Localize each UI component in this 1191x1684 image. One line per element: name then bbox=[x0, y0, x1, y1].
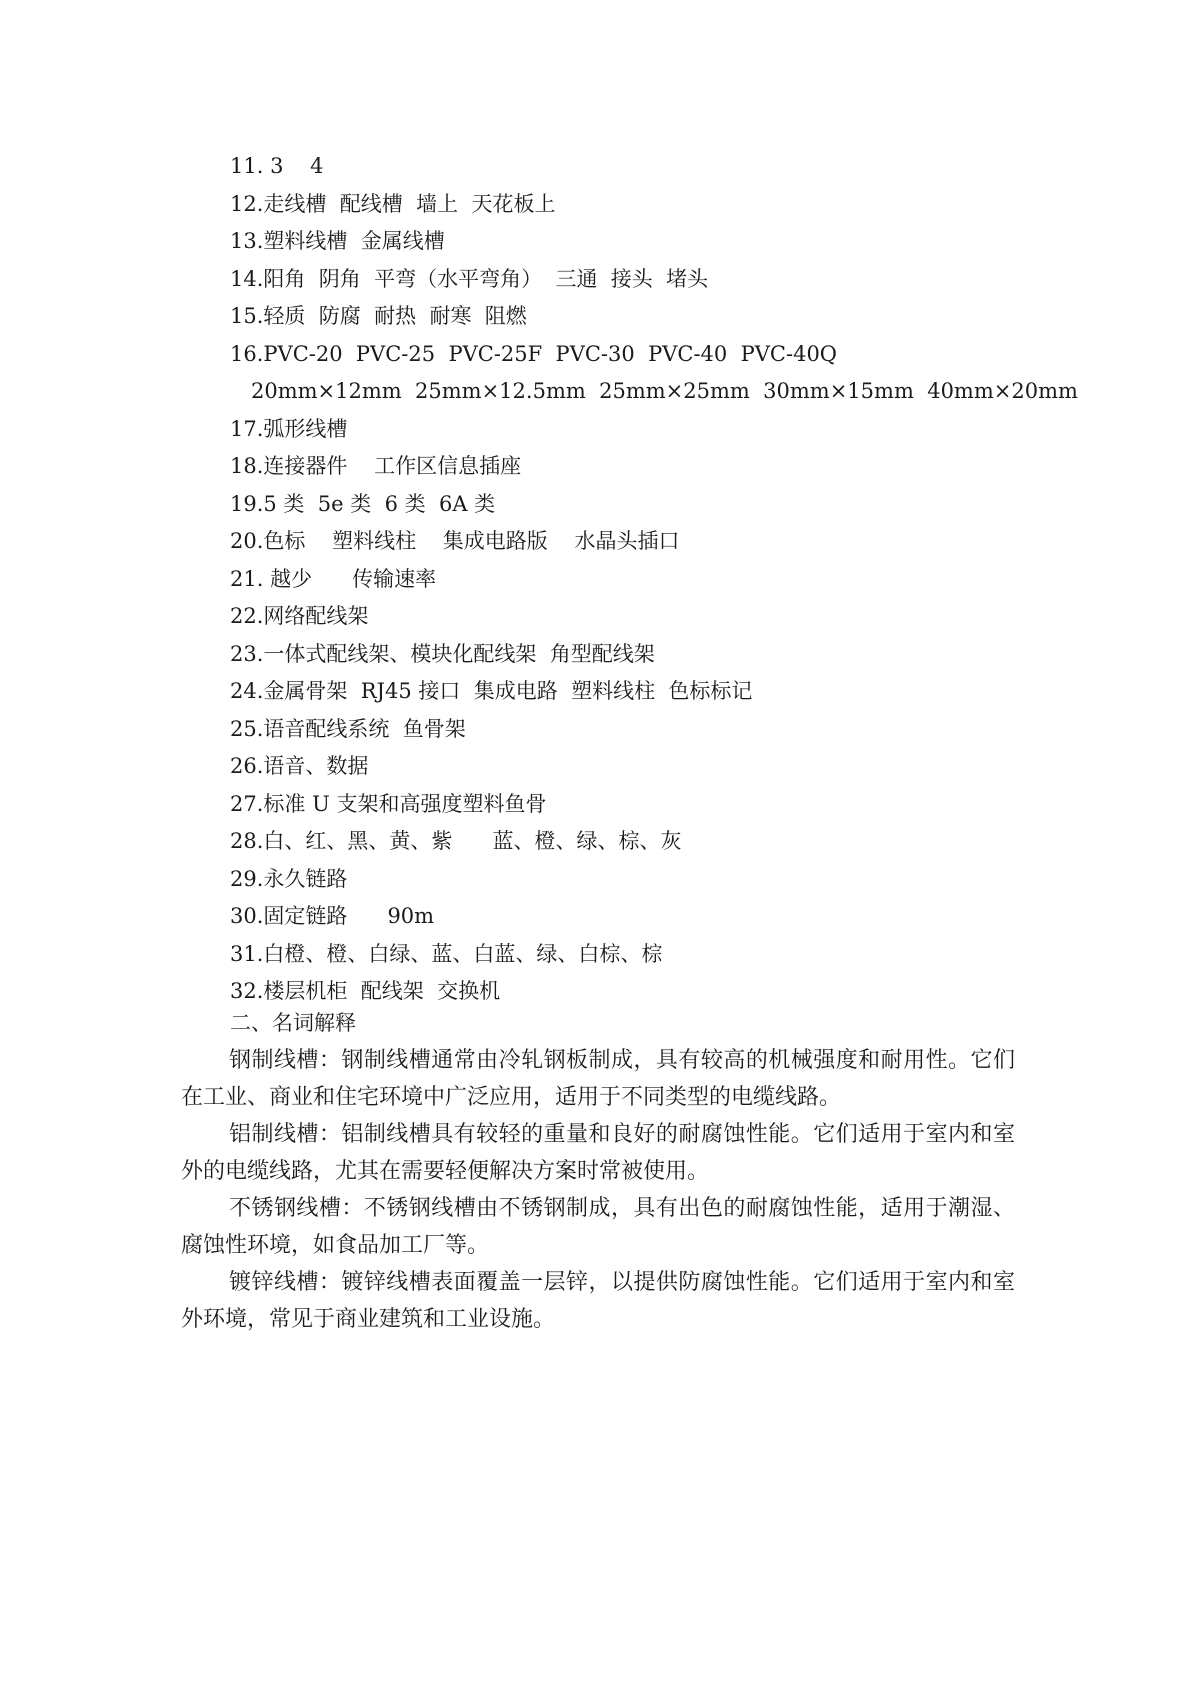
answer-item-25: 25.语音配线系统 鱼骨架 bbox=[230, 716, 466, 741]
answer-item-16: 16.PVC-20 PVC-25 PVC-25F PVC-30 PVC-40 PVC-40Q bbox=[230, 341, 838, 366]
answer-item-29: 29.永久链路 bbox=[230, 866, 348, 891]
term-definitions bbox=[181, 1042, 1015, 1338]
answer-item-13: 13.塑料线槽 金属线槽 bbox=[230, 229, 445, 253]
term-paragraph: 铝制线槽：铝制线槽具有较轻的重量和良好的耐腐蚀性能。它们适用于室内和室外的电缆线路，尤其在需要轻便解决方案时常被使用。 bbox=[181, 1122, 1015, 1184]
answer-item-22: 22.网络配线架 bbox=[230, 604, 369, 628]
answer-list bbox=[230, 148, 1078, 1011]
term-paragraph: 钢制线槽：钢制线槽通常由冷轧钢板制成，具有较高的机械强度和耐用性。它们在工业、商业和住宅环境中广泛应用，适用于不同类型的电缆线路。 bbox=[181, 1048, 1015, 1110]
answer-item-21: 21. 越少 传输速率 bbox=[230, 566, 437, 591]
answer-item-14: 14.阳角 阴角 平弯（水平弯角） 三通 接头 堵头 bbox=[230, 266, 709, 291]
term-paragraph: 不锈钢线槽：不锈钢线槽由不锈钢制成，具有出色的耐腐蚀性能，适用于潮湿、腐蚀性环境，如食品加工厂等。 bbox=[181, 1196, 1015, 1258]
answer-item-31: 31.白橙、橙、白绿、蓝、白蓝、绿、白棕、棕 bbox=[230, 941, 663, 966]
answer-item-12: 12.走线槽 配线槽 墙上 天花板上 bbox=[230, 191, 556, 216]
answer-item-23: 23.一体式配线架、模块化配线架 角型配线架 bbox=[230, 641, 655, 666]
answer-item-27: 27.标准 U 支架和高强度塑料鱼骨 bbox=[230, 791, 547, 816]
answer-item-32: 32.楼层机柜 配线架 交换机 bbox=[230, 979, 501, 1003]
answer-item-24: 24.金属骨架 RJ45 接口 集成电路 塑料线柱 色标标记 bbox=[230, 679, 753, 703]
answer-item-28: 28.白、红、黑、黄、紫 蓝、橙、绿、棕、灰 bbox=[230, 829, 682, 853]
answer-item-26: 26.语音、数据 bbox=[230, 754, 369, 778]
answer-item-15: 15.轻质 防腐 耐热 耐寒 阻燃 bbox=[230, 304, 527, 328]
answer-item-20: 20.色标 塑料线柱 集成电路版 水晶头插口 bbox=[230, 529, 680, 553]
answer-item-11: 11. 3 4 bbox=[230, 154, 324, 178]
answer-item-16-dimensions: 20mm×12mm 25mm×12.5mm 25mm×25mm 30mm×15mm 40mm×20mm bbox=[251, 379, 1078, 403]
section-title: 二、名词解释 bbox=[230, 1011, 356, 1035]
term-paragraph: 镀锌线槽：镀锌线槽表面覆盖一层锌，以提供防腐蚀性能。它们适用于室内和室外环境，常见于商业建筑和工业设施。 bbox=[181, 1270, 1015, 1332]
answer-item-30: 30.固定链路 90m bbox=[230, 904, 435, 928]
answer-item-19: 19.5 类 5e 类 6 类 6A 类 bbox=[230, 491, 496, 516]
answer-item-17: 17.弧形线槽 bbox=[230, 416, 348, 441]
answer-item-18: 18.连接器件 工作区信息插座 bbox=[230, 454, 522, 478]
